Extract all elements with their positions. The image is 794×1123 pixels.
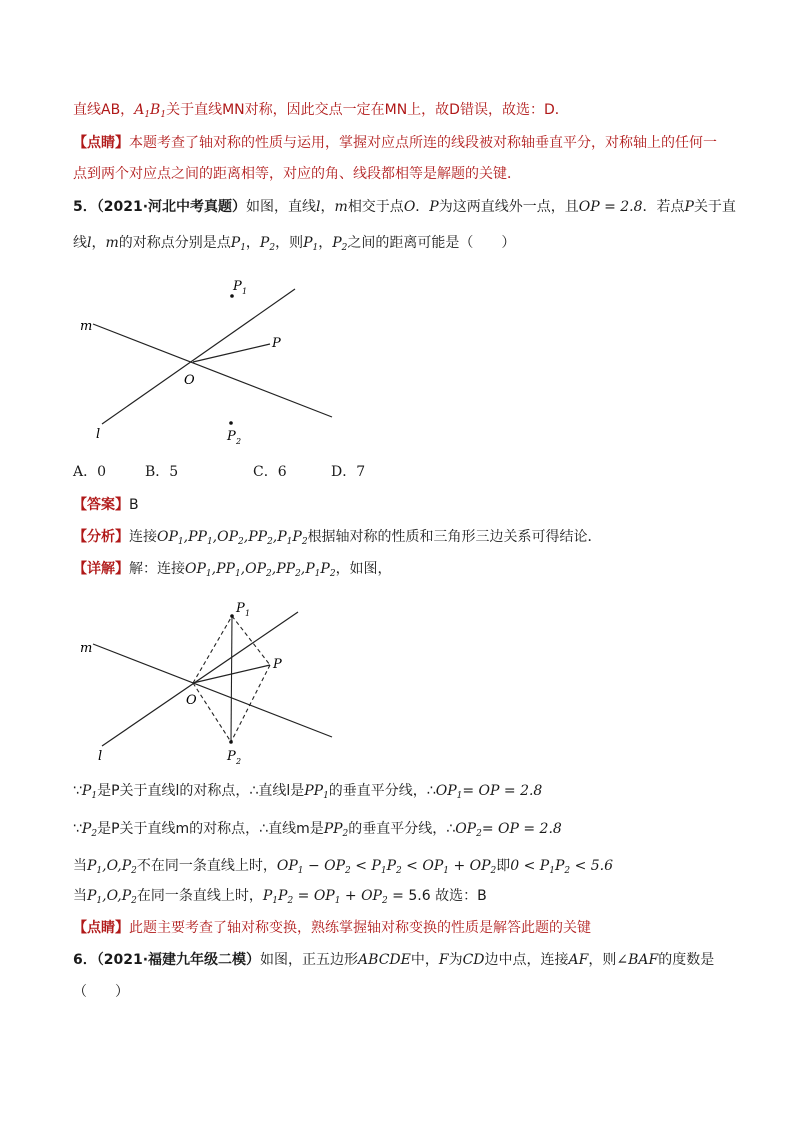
q5-analysis-line: [73, 527, 602, 552]
q5-number: 5．: [73, 199, 97, 215]
p2-symbol: $P_2$: [259, 235, 276, 253]
p1-symbol: $P_1$: [230, 235, 246, 253]
op1-symbol: $OP_1$: [435, 783, 463, 801]
label-o: O: [186, 693, 197, 708]
q5-line2-b: ，: [91, 235, 106, 251]
q5-comment-text: 此题主要考查了轴对称变换，熟练掌握轴对称变换的性质是解答此题的关键: [129, 920, 591, 936]
q5-stem-b: ，: [320, 199, 335, 215]
line-l: [102, 612, 298, 746]
q5-stem-line1: [73, 197, 736, 217]
inequality-1: $OP_1 - OP_2 < P_1P_2 < OP_1 + OP_2$: [276, 858, 497, 876]
label-o: O: [184, 373, 195, 388]
inequality-2: $0 < P_1P_2$: [510, 858, 571, 876]
point-o-symbol: O: [403, 199, 416, 215]
q6-stem-b: 中，: [410, 952, 439, 968]
q5-line2-a: 线: [73, 235, 87, 251]
q5-line2-c: 的对称点分别是点: [118, 235, 231, 251]
q5-options: [73, 462, 365, 482]
case1-d: < 5.6: [574, 858, 614, 874]
step2-c: = OP = 2.8: [481, 821, 562, 837]
segment-pp2: [231, 665, 270, 742]
label-p2: P: [227, 429, 236, 444]
point-p2: [229, 740, 233, 744]
comment-tag: 【点睛】: [73, 135, 129, 151]
label-p1-sub: 1: [242, 287, 248, 296]
p1-symbol-2: $P_1$: [303, 235, 319, 253]
line-l-symbol-2: l: [87, 235, 92, 251]
figure-1: [70, 272, 340, 452]
q5-detail-line: [73, 559, 392, 584]
point-p1: [230, 294, 234, 298]
q5-line2-g: 之间的距离可能是（ ）: [347, 235, 516, 251]
line-m-symbol-2: m: [105, 235, 119, 251]
option-b: B．5: [145, 464, 179, 480]
comment-tag-2: 【点睛】: [73, 920, 129, 936]
pentagon-symbol: ABCDE: [358, 952, 411, 968]
point-p-symbol: P: [429, 199, 439, 215]
equation-1: $P_1P_2 = OP_1 + OP_2$: [262, 888, 388, 906]
segment-list: $OP_1,PP_1,OP_2,PP_2,P_1P_2$: [157, 529, 308, 547]
q5-stem-f: ．若点: [642, 199, 685, 215]
because-symbol-2: ∵: [73, 821, 82, 837]
q6-stem-c: 为: [448, 952, 463, 968]
prev-solution-text: 直线AB，: [73, 102, 135, 118]
point-p1: [230, 614, 234, 618]
answer-tag: 【答案】: [73, 497, 129, 513]
case-2: [73, 886, 487, 911]
label-p1: P: [233, 279, 242, 294]
step-1: [73, 781, 542, 806]
step-2: [73, 819, 562, 844]
q6-stem-line1: [73, 950, 714, 970]
step1-c: = OP = 2.8: [462, 783, 543, 799]
q6-stem-a: 如图，正五边形: [260, 952, 359, 968]
label-p1: P: [236, 601, 245, 616]
line-l-symbol: l: [316, 199, 321, 215]
prev-comment-line1: [73, 133, 717, 153]
op2-symbol: $OP_2$: [455, 821, 482, 839]
segment-op1: [193, 616, 232, 683]
prev-solution-text-2: 关于直线MN对称，因此交点一定在MN上，故D错误，故选：D．: [166, 102, 569, 118]
detail-a: 解：连接: [129, 561, 185, 577]
line-m-symbol: m: [334, 199, 348, 215]
p1-o-p2-2: $P_1,O,P_2$: [87, 888, 137, 906]
analysis-tag: 【分析】: [73, 529, 129, 545]
q6-number: 6．: [73, 952, 97, 968]
q5-stem-c: 相交于点: [347, 199, 404, 215]
q6-stem-d: 边中点，连接: [484, 952, 569, 968]
detail-b: ，如图，: [335, 561, 392, 577]
label-p1-sub: 1: [245, 609, 251, 618]
q5-stem-d: ．: [415, 199, 430, 215]
p1-symbol-3: $P_1$: [81, 783, 98, 801]
analysis-a: 连接: [129, 529, 157, 545]
line-m: [93, 324, 332, 417]
answer-value: B: [129, 497, 139, 513]
segment-pp1: [232, 616, 270, 665]
q5-line2-e: ，则: [275, 235, 304, 251]
a1b1-symbol: $A_1B_1$: [134, 102, 167, 120]
q6-stem-e: ，则: [588, 952, 617, 968]
step2-a: 是P关于直线m的对称点，∴直线m是: [97, 821, 324, 837]
label-p: P: [273, 657, 282, 672]
point-p2: [229, 421, 233, 425]
option-d: D．7: [331, 464, 366, 480]
figure-2: [70, 596, 340, 776]
case1-c: 即: [496, 858, 511, 874]
q6-answer-paren: （ ）: [73, 984, 129, 1000]
option-a: A．0: [73, 464, 107, 480]
prev-comment-line2: [73, 164, 521, 184]
step1-a: 是P关于直线l的对称点，∴直线l是: [97, 783, 305, 799]
case-1: [73, 856, 613, 881]
segment-op2: [193, 683, 231, 742]
q5-source: （2021·河北中考真题）: [96, 199, 247, 215]
point-f-symbol: F: [438, 952, 449, 968]
angle-baf-symbol: ∠BAF: [616, 952, 659, 968]
label-l: l: [98, 749, 103, 764]
p2-symbol-2: $P_2$: [332, 235, 348, 253]
p1-o-p2: $P_1,O,P_2$: [87, 858, 137, 876]
pp1-symbol: $PP_1$: [304, 783, 329, 801]
case1-a: 当: [73, 858, 87, 874]
line-l: [102, 289, 295, 424]
segment-af-symbol: AF: [568, 952, 589, 968]
q5-line2-f: ，: [318, 235, 333, 251]
step1-b: 的垂直平分线，∴: [328, 783, 436, 799]
q5-comment-line: [73, 918, 591, 938]
label-p: P: [272, 336, 281, 351]
prev-comment-text-2: 点到两个对应点之间的距离相等，对应的角、线段都相等是解题的关键．: [73, 166, 521, 182]
step2-b: 的垂直平分线，∴: [348, 821, 456, 837]
label-p2-sub: 2: [236, 757, 242, 766]
q6-paren-line: [73, 982, 129, 1002]
q5-stem-e: 为这两直线外一点，且: [438, 199, 579, 215]
label-p2: P: [227, 749, 236, 764]
prev-solution-line: [73, 100, 569, 125]
line-m: [93, 644, 332, 737]
p2-symbol-3: $P_2$: [81, 821, 98, 839]
prev-comment-text: 本题考查了轴对称的性质与运用，掌握对应点所连的线段被对称轴垂直平分，对称轴上的任何一: [129, 135, 717, 151]
label-m: m: [80, 319, 93, 334]
segment-list-2: $OP_1,PP_1,OP_2,PP_2,P_1P_2$: [185, 561, 336, 579]
q5-stem-line2: [73, 233, 515, 258]
case1-b: 不在同一条直线上时，: [136, 858, 277, 874]
q6-source: （2021·福建九年级二模）: [96, 952, 261, 968]
pp2-symbol: $PP_2$: [323, 821, 349, 839]
point-p-symbol-2: P: [684, 199, 694, 215]
detail-tag: 【详解】: [73, 561, 129, 577]
q5-answer-line: [73, 495, 139, 515]
q6-stem-f: 的度数是: [658, 952, 715, 968]
option-c: C．6: [253, 464, 287, 480]
q5-stem-a: 如图，直线: [246, 199, 317, 215]
case2-a: 当: [73, 888, 87, 904]
case2-c: = 5.6 故选：B: [392, 888, 487, 904]
because-symbol: ∵: [73, 783, 82, 799]
q5-stem-g: 关于直: [693, 199, 736, 215]
label-l: l: [96, 427, 101, 442]
label-m: m: [80, 641, 93, 656]
label-p2-sub: 2: [236, 437, 242, 446]
q5-line2-d: ，: [245, 235, 260, 251]
op-value: OP = 2.8: [578, 199, 643, 215]
analysis-b: 根据轴对称的性质和三角形三边关系可得结论．: [307, 529, 602, 545]
segment-p1p2: [231, 616, 232, 742]
segment-cd-symbol: CD: [462, 952, 485, 968]
case2-b: 在同一条直线上时，: [136, 888, 263, 904]
